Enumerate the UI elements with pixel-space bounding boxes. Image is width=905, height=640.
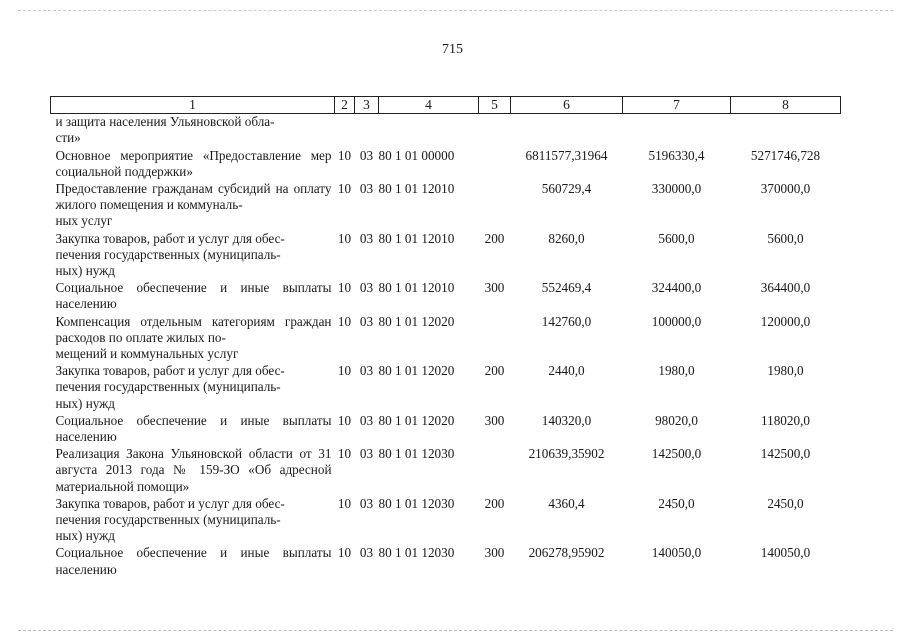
row-section-code: 10 bbox=[337, 412, 352, 428]
row-name: Компенсация отдельным категориям граждан расходов по оплате жилых по- мещений и коммунальных услуг bbox=[55, 313, 332, 362]
row-amount-col6: 140320,0 bbox=[541, 412, 592, 428]
row-target-article: 80 1 01 12010 bbox=[378, 181, 455, 197]
row-amount-col6: 210639,35902 bbox=[528, 446, 605, 462]
row-expense-type: 300 bbox=[484, 412, 505, 428]
row-amount-col7: 98020,0 bbox=[655, 412, 698, 428]
row-name: и защита населения Ульяновской обла- сти» bbox=[55, 114, 275, 146]
row-amount-col6: 560729,4 bbox=[541, 181, 592, 197]
row-subsection-code: 03 bbox=[359, 495, 374, 511]
row-amount-col8 bbox=[731, 114, 841, 148]
row-target-article: 80 1 01 12020 bbox=[378, 363, 455, 379]
row-name: Закупка товаров, работ и услуг для обес- печения государственных (муниципаль- ных) нужд bbox=[55, 230, 285, 279]
page-number: 715 bbox=[442, 42, 463, 57]
table-row bbox=[51, 314, 841, 364]
row-name: Социальное обеспечение и иные выплаты населению bbox=[55, 280, 332, 312]
column-header-3: 3 bbox=[355, 97, 379, 114]
row-expense-type: 200 bbox=[484, 495, 505, 511]
row-target-article: 80 1 01 12010 bbox=[378, 230, 455, 246]
row-amount-col7: 140050,0 bbox=[651, 545, 702, 561]
row-amount-col6: 552469,4 bbox=[541, 280, 592, 296]
row-section-code: 10 bbox=[337, 495, 352, 511]
row-amount-col8: 5271746,728 bbox=[750, 147, 821, 163]
row-amount-col6: 8260,0 bbox=[548, 230, 585, 246]
row-section-code: 10 bbox=[337, 280, 352, 296]
row-name: Закупка товаров, работ и услуг для обес- печения государственных (муниципаль- ных) нужд bbox=[55, 363, 285, 411]
row-target-article: 80 1 01 12030 bbox=[378, 495, 455, 511]
column-header-6: 6 bbox=[511, 97, 623, 114]
row-section-code: 10 bbox=[337, 147, 352, 163]
column-header-5: 5 bbox=[479, 97, 511, 114]
row-amount-col7: 100000,0 bbox=[651, 313, 702, 329]
row-subsection-code: 03 bbox=[359, 363, 374, 379]
row-amount-col8: 1980,0 bbox=[767, 363, 804, 379]
row-amount-col7: 5600,0 bbox=[658, 230, 695, 246]
row-expense-type bbox=[479, 114, 511, 148]
row-target-article bbox=[379, 114, 479, 148]
column-header-2: 2 bbox=[335, 97, 355, 114]
row-target-article: 80 1 01 12020 bbox=[378, 313, 455, 329]
row-name: Предоставление гражданам субсидий на оплату жилого помещения и коммуналь- ных услуг bbox=[55, 181, 332, 229]
row-amount-col6 bbox=[511, 114, 623, 148]
row-amount-col6: 2440,0 bbox=[548, 363, 585, 379]
row-subsection-code bbox=[355, 114, 379, 148]
column-number-row bbox=[51, 97, 841, 114]
row-name: Социальное обеспечение и иные выплаты населению bbox=[55, 412, 332, 445]
row-amount-col6: 206278,95902 bbox=[528, 545, 605, 561]
row-target-article: 80 1 01 12030 bbox=[378, 446, 455, 462]
row-expense-type: 300 bbox=[484, 280, 505, 296]
row-subsection-code: 03 bbox=[359, 147, 374, 163]
column-header-8: 8 bbox=[731, 97, 841, 114]
row-expense-type: 300 bbox=[484, 545, 505, 561]
row-section-code: 10 bbox=[337, 446, 352, 462]
row-amount-col7: 1980,0 bbox=[658, 363, 695, 379]
row-amount-col8: 5600,0 bbox=[767, 230, 804, 246]
scan-edge-bottom bbox=[18, 630, 893, 631]
row-amount-col8: 370000,0 bbox=[760, 181, 811, 197]
row-expense-type bbox=[479, 148, 511, 181]
column-header-4: 4 bbox=[379, 97, 479, 114]
table-row bbox=[51, 148, 841, 181]
table-body bbox=[51, 114, 841, 579]
row-amount-col7: 324400,0 bbox=[651, 280, 702, 296]
row-amount-col7 bbox=[623, 114, 731, 148]
row-name: Основное мероприятие «Предоставление мер социальной поддержки» bbox=[55, 147, 332, 179]
row-expense-type bbox=[479, 446, 511, 496]
row-name: Закупка товаров, работ и услуг для обес- печения государственных (муниципаль- ных) нужд bbox=[55, 495, 285, 544]
table-row bbox=[51, 280, 841, 313]
row-expense-type bbox=[479, 181, 511, 231]
column-header-1: 1 bbox=[51, 97, 335, 114]
row-amount-col8: 118020,0 bbox=[761, 412, 810, 428]
row-amount-col6: 4360,4 bbox=[548, 495, 585, 511]
row-name: Реализация Закона Ульяновской области от 31 августа 2013 года № 159-ЗО «Об адресной материальной помощи» bbox=[55, 446, 332, 494]
table-row bbox=[51, 114, 841, 148]
row-subsection-code: 03 bbox=[359, 412, 374, 428]
row-amount-col7: 330000,0 bbox=[651, 181, 702, 197]
row-section-code: 10 bbox=[337, 545, 352, 561]
row-section-code: 10 bbox=[337, 363, 352, 379]
row-target-article: 80 1 01 00000 bbox=[378, 147, 455, 163]
row-expense-type bbox=[479, 314, 511, 364]
row-amount-col7: 5196330,4 bbox=[648, 147, 705, 163]
row-subsection-code: 03 bbox=[359, 181, 374, 197]
row-expense-type: 200 bbox=[484, 363, 505, 379]
row-amount-col8: 140050,0 bbox=[760, 545, 811, 561]
row-section-code: 10 bbox=[337, 230, 352, 246]
row-subsection-code: 03 bbox=[359, 280, 374, 296]
row-target-article: 80 1 01 12030 bbox=[378, 545, 455, 561]
budget-table bbox=[50, 96, 841, 579]
table-row bbox=[51, 231, 841, 281]
row-amount-col6: 142760,0 bbox=[541, 313, 592, 329]
row-amount-col8: 120000,0 bbox=[760, 313, 811, 329]
row-amount-col6: 6811577,31964 bbox=[525, 147, 608, 163]
row-amount-col7: 142500,0 bbox=[651, 446, 702, 462]
row-section-code: 10 bbox=[337, 313, 352, 329]
row-section-code: 10 bbox=[337, 181, 352, 197]
row-expense-type: 200 bbox=[484, 230, 505, 246]
row-subsection-code: 03 bbox=[359, 545, 374, 561]
row-subsection-code: 03 bbox=[359, 313, 374, 329]
row-amount-col8: 2450,0 bbox=[767, 495, 804, 511]
row-subsection-code: 03 bbox=[359, 446, 374, 462]
budget-table-container bbox=[50, 96, 840, 579]
row-amount-col8: 364400,0 bbox=[760, 280, 811, 296]
row-amount-col7: 2450,0 bbox=[658, 495, 695, 511]
table-row bbox=[51, 363, 841, 413]
column-header-7: 7 bbox=[623, 97, 731, 114]
table-row bbox=[51, 413, 841, 446]
table-row bbox=[51, 496, 841, 546]
table-row bbox=[51, 545, 841, 578]
scan-edge-top bbox=[18, 10, 893, 11]
row-name: Социальное обеспечение и иные выплаты населению bbox=[55, 545, 332, 577]
row-target-article: 80 1 01 12010 bbox=[378, 280, 455, 296]
row-subsection-code: 03 bbox=[359, 230, 374, 246]
row-section-code bbox=[335, 114, 355, 148]
table-row bbox=[51, 181, 841, 231]
row-target-article: 80 1 01 12020 bbox=[378, 412, 455, 428]
row-amount-col8: 142500,0 bbox=[760, 446, 811, 462]
table-row bbox=[51, 446, 841, 496]
